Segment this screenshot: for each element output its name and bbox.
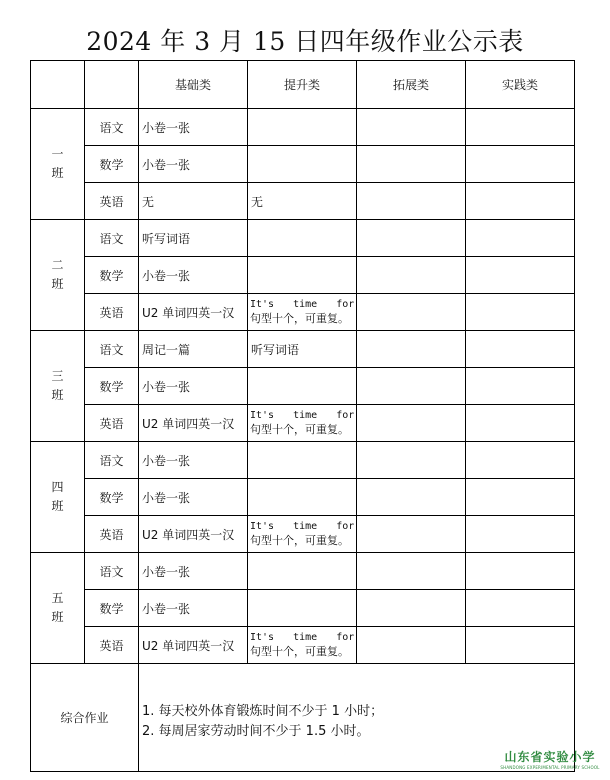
- basic-cell: 周记一篇: [139, 331, 248, 368]
- advance-cell: [248, 590, 357, 627]
- advance-cell: [248, 553, 357, 590]
- extension-cell: [357, 331, 466, 368]
- basic-cell: U2 单词四英一汉: [139, 516, 248, 553]
- class-label-suffix: 班: [51, 388, 64, 402]
- extension-cell: [357, 553, 466, 590]
- subject-cell: 语文: [85, 109, 139, 146]
- subject-cell: 语文: [85, 553, 139, 590]
- homework-table: [30, 60, 575, 772]
- advance-cell-cn: 句型十个，可重复。: [250, 645, 349, 658]
- practice-cell: [466, 627, 575, 664]
- subject-cell: 数学: [85, 368, 139, 405]
- basic-cell: U2 单词四英一汉: [139, 405, 248, 442]
- class-label-suffix: 班: [51, 499, 64, 513]
- table-row: [31, 220, 575, 257]
- table-row: [31, 294, 575, 331]
- advance-cell-cn: 句型十个，可重复。: [250, 534, 349, 547]
- practice-cell: [466, 442, 575, 479]
- class-label-suffix: 班: [51, 277, 64, 291]
- summary-row: [31, 664, 575, 772]
- corner-cell: [31, 61, 85, 109]
- table-row: [31, 553, 575, 590]
- subject-cell: 英语: [85, 516, 139, 553]
- extension-cell: [357, 516, 466, 553]
- table-row: [31, 368, 575, 405]
- basic-cell: 小卷一张: [139, 442, 248, 479]
- practice-cell: [466, 405, 575, 442]
- extension-cell: [357, 627, 466, 664]
- basic-cell: 小卷一张: [139, 257, 248, 294]
- advance-cell-cn: 句型十个，可重复。: [250, 423, 349, 436]
- practice-cell: [466, 109, 575, 146]
- table-row: [31, 627, 575, 664]
- basic-cell: 小卷一张: [139, 479, 248, 516]
- advance-cell-cn: 句型十个，可重复。: [250, 312, 349, 325]
- extension-cell: [357, 368, 466, 405]
- practice-cell: [466, 590, 575, 627]
- table-row: [31, 109, 575, 146]
- basic-cell: 小卷一张: [139, 590, 248, 627]
- basic-cell: 小卷一张: [139, 553, 248, 590]
- advance-cell-en: It's time for: [250, 410, 355, 421]
- subject-cell: 数学: [85, 479, 139, 516]
- advance-cell: 听写词语: [248, 331, 357, 368]
- subject-cell: 英语: [85, 294, 139, 331]
- practice-cell: [466, 294, 575, 331]
- advance-cell: [248, 146, 357, 183]
- extension-cell: [357, 590, 466, 627]
- class-label-number: 三: [51, 369, 64, 383]
- basic-cell: U2 单词四英一汉: [139, 627, 248, 664]
- basic-cell: 无: [139, 183, 248, 220]
- subject-cell: 数学: [85, 146, 139, 183]
- subject-cell: 语文: [85, 220, 139, 257]
- practice-cell: [466, 331, 575, 368]
- advance-cell: [248, 516, 357, 553]
- advance-cell: [248, 294, 357, 331]
- table-row: [31, 331, 575, 368]
- class-label-number: 五: [51, 591, 64, 605]
- basic-cell: 听写词语: [139, 220, 248, 257]
- class-label-number: 四: [51, 480, 64, 494]
- extension-cell: [357, 479, 466, 516]
- header-extension: 拓展类: [357, 61, 466, 109]
- class-label: [31, 442, 85, 553]
- table-row: [31, 257, 575, 294]
- summary-line: 1. 每天校外体育锻炼时间不少于 1 小时；: [142, 703, 384, 719]
- subject-cell: 数学: [85, 590, 139, 627]
- table-row: [31, 590, 575, 627]
- table-row: [31, 516, 575, 553]
- header-advance: 提升类: [248, 61, 357, 109]
- table-row: [31, 442, 575, 479]
- class-label-suffix: 班: [51, 610, 64, 624]
- subject-cell: 语文: [85, 331, 139, 368]
- basic-cell: 小卷一张: [139, 109, 248, 146]
- extension-cell: [357, 220, 466, 257]
- extension-cell: [357, 405, 466, 442]
- school-name-cn: 山东省实验小学: [504, 750, 596, 764]
- advance-cell: [248, 368, 357, 405]
- class-label-number: 二: [51, 258, 64, 272]
- subject-cell: 英语: [85, 627, 139, 664]
- practice-cell: [466, 553, 575, 590]
- advance-cell: [248, 479, 357, 516]
- advance-cell: 无: [248, 183, 357, 220]
- summary-label: 综合作业: [31, 664, 139, 772]
- practice-cell: [466, 183, 575, 220]
- class-label: [31, 553, 85, 664]
- extension-cell: [357, 109, 466, 146]
- summary-line: 2. 每周居家劳动时间不少于 1.5 小时。: [142, 723, 370, 739]
- advance-cell: [248, 109, 357, 146]
- advance-cell: [248, 442, 357, 479]
- extension-cell: [357, 294, 466, 331]
- header-practice: 实践类: [466, 61, 575, 109]
- basic-cell: U2 单词四英一汉: [139, 294, 248, 331]
- practice-cell: [466, 516, 575, 553]
- practice-cell: [466, 146, 575, 183]
- practice-cell: [466, 479, 575, 516]
- school-logo: [500, 748, 600, 770]
- extension-cell: [357, 183, 466, 220]
- table-row: [31, 479, 575, 516]
- corner-cell: [85, 61, 139, 109]
- subject-cell: 英语: [85, 405, 139, 442]
- subject-cell: 英语: [85, 183, 139, 220]
- subject-cell: 数学: [85, 257, 139, 294]
- subject-cell: 语文: [85, 442, 139, 479]
- table-row: [31, 405, 575, 442]
- basic-cell: 小卷一张: [139, 368, 248, 405]
- advance-cell: [248, 627, 357, 664]
- extension-cell: [357, 257, 466, 294]
- advance-cell-en: It's time for: [250, 632, 355, 643]
- school-name-en: SHANDONG EXPERIMENTAL PRIMARY SCHOOL: [500, 765, 600, 770]
- advance-cell: [248, 405, 357, 442]
- class-label-number: 一: [51, 147, 64, 161]
- extension-cell: [357, 442, 466, 479]
- class-label: [31, 331, 85, 442]
- class-label: [31, 220, 85, 331]
- extension-cell: [357, 146, 466, 183]
- basic-cell: 小卷一张: [139, 146, 248, 183]
- header-basic: 基础类: [139, 61, 248, 109]
- practice-cell: [466, 257, 575, 294]
- table-row: [31, 146, 575, 183]
- practice-cell: [466, 220, 575, 257]
- practice-cell: [466, 368, 575, 405]
- header-row: [31, 61, 575, 109]
- advance-cell: [248, 220, 357, 257]
- class-label-suffix: 班: [51, 166, 64, 180]
- table-row: [31, 183, 575, 220]
- advance-cell-en: It's time for: [250, 299, 355, 310]
- advance-cell: [248, 257, 357, 294]
- class-label: [31, 109, 85, 220]
- page-title: 2024 年 3 月 15 日四年级作业公示表: [86, 27, 524, 56]
- advance-cell-en: It's time for: [250, 521, 355, 532]
